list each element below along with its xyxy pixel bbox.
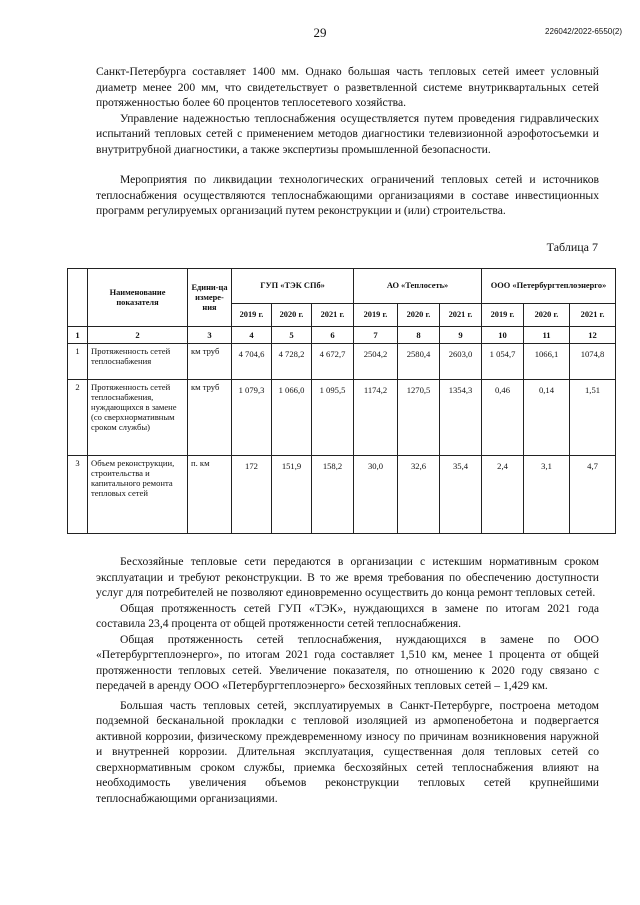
document-code: 226042/2022-6550(2): [545, 27, 622, 36]
value-cell: 1,51: [570, 380, 616, 456]
value-cell: 1066,1: [524, 344, 570, 380]
year-header: 2019 г.: [354, 304, 398, 327]
value-cell: 35,4: [440, 456, 482, 534]
header-org-tek: ГУП «ТЭК СПб»: [232, 269, 354, 304]
value-cell: 1074,8: [570, 344, 616, 380]
body-text: [96, 554, 599, 806]
value-cell: 1354,3: [440, 380, 482, 456]
column-number: 9: [440, 327, 482, 344]
value-cell: 2504,2: [354, 344, 398, 380]
paragraph: Общая протяженность сетей ГУП «ТЭК», нуждающихся в замене по итогам 2021 года составила 23,4 процента от общей протяженности сетей теплоснабжения.: [96, 601, 599, 630]
value-cell: 4 728,2: [272, 344, 312, 380]
column-number: 12: [570, 327, 616, 344]
value-cell: 1270,5: [398, 380, 440, 456]
row-number: 1: [68, 344, 88, 380]
paragraph: Бесхозяйные тепловые сети передаются в организации с истекшим нормативным сроком эксплуатации и требуют реконструкции. В то же время требования по обеспечению доступности услуг для потребителей не позволяют единовременно осуществить до конца ремонт тепловых сетей.: [96, 555, 599, 599]
paragraph: Общая протяженность сетей теплоснабжения, нуждающихся в замене по ООО «Петербургтеплоэнерго», по итогам 2021 года составляет 1,510 км, менее 1 процента от общей протяженности тепловых сетей. Увеличение показателя, по отношению к 2020 году связано с передачей в аренду ООО «Петербургтеплоэнерго» бесхозяйных тепловых сетей – 1,429 км.: [96, 632, 599, 692]
paragraph: Санкт-Петербурга составляет 1400 мм. Однако большая часть тепловых сетей имеет условный диаметр менее 200 мм, что свидетельствует о разветвленной системе внутриквартальных сетей протяженностью более 60 процентов теплосетевого хозяйства.: [96, 65, 599, 109]
row-name: Объем реконструкции, строительства и капитального ремонта тепловых сетей: [88, 456, 188, 534]
value-cell: 4,7: [570, 456, 616, 534]
column-number-row: [68, 327, 616, 344]
value-cell: 151,9: [272, 456, 312, 534]
header-unit: Едини-ца измере-ния: [188, 269, 232, 327]
header-org-teploset: АО «Теплосеть»: [354, 269, 482, 304]
year-header: 2020 г.: [272, 304, 312, 327]
value-cell: 1 095,5: [312, 380, 354, 456]
column-number: 1: [68, 327, 88, 344]
value-cell: 0,14: [524, 380, 570, 456]
year-header: 2021 г.: [312, 304, 354, 327]
value-cell: 32,6: [398, 456, 440, 534]
value-cell: 1 066,0: [272, 380, 312, 456]
value-cell: 2,4: [482, 456, 524, 534]
intro-text: [96, 64, 599, 219]
column-number: 11: [524, 327, 570, 344]
year-header: 2021 г.: [570, 304, 616, 327]
data-table: [67, 268, 616, 534]
value-cell: 2603,0: [440, 344, 482, 380]
row-name: Протяженность сетей теплоснабжения: [88, 344, 188, 380]
header-num-cell: [68, 269, 88, 327]
page-number: 29: [313, 25, 327, 40]
row-unit: п. км: [188, 456, 232, 534]
year-header: 2019 г.: [482, 304, 524, 327]
value-cell: 4 704,6: [232, 344, 272, 380]
paragraph: Большая часть тепловых сетей, эксплуатируемых в Санкт-Петербурге, построена методом подземной бесканальной прокладки с тепловой изоляцией из армопенобетона и подвергается активной коррозии, физическому преждевременному износу по причинам возникновения наружной и внутренней коррозии. Длительная эксплуатация, существенная доля тепловых сетей со сверхнормативным сроком службы, приемка бесхозяйных сетей теплоснабжения влияют на необходимость увеличения объемов реконструкции тепловых сетей крупнейшими теплоснабжающими организациями.: [96, 698, 599, 805]
table-header-row: [68, 269, 616, 304]
row-unit: км труб: [188, 380, 232, 456]
paragraph: Управление надежностью теплоснабжения осуществляется путем проведения гидравлических испытаний тепловых сетей с применением методов диагностики телевизионной аэрофотосъемки и внутритрубной диагностики, а также экспертизы промышленной безопасности.: [96, 111, 599, 156]
column-number: 7: [354, 327, 398, 344]
value-cell: 3,1: [524, 456, 570, 534]
column-number: 5: [272, 327, 312, 344]
year-header: 2020 г.: [398, 304, 440, 327]
value-cell: 1 054,7: [482, 344, 524, 380]
paragraph: Мероприятия по ликвидации технологических ограничений тепловых сетей и источников теплоснабжения осуществляются теплоснабжающими организациями в составе инвестиционных программ регулируемых организаций путем реконструкции и (или) строительства.: [96, 173, 599, 217]
column-number: 8: [398, 327, 440, 344]
header-name: Наименование показателя: [88, 269, 188, 327]
row-number: 3: [68, 456, 88, 534]
value-cell: 0,46: [482, 380, 524, 456]
table-row: [68, 380, 616, 456]
row-unit: км труб: [188, 344, 232, 380]
row-number: 2: [68, 380, 88, 456]
year-header: 2019 г.: [232, 304, 272, 327]
value-cell: 158,2: [312, 456, 354, 534]
value-cell: 30,0: [354, 456, 398, 534]
table-row: [68, 456, 616, 534]
value-cell: 4 672,7: [312, 344, 354, 380]
header-org-peterburgteploenergo: ООО «Петербургтеплоэнерго»: [482, 269, 616, 304]
table-title: Таблица 7: [546, 240, 598, 254]
column-number: 10: [482, 327, 524, 344]
value-cell: 1174,2: [354, 380, 398, 456]
table-row: [68, 344, 616, 380]
value-cell: 1 079,3: [232, 380, 272, 456]
value-cell: 172: [232, 456, 272, 534]
year-header: 2021 г.: [440, 304, 482, 327]
column-number: 6: [312, 327, 354, 344]
column-number: 3: [188, 327, 232, 344]
row-name: Протяженность сетей теплоснабжения, нуждающихся в замене (со сверхнормативным сроком службы): [88, 380, 188, 456]
year-header: 2020 г.: [524, 304, 570, 327]
column-number: 4: [232, 327, 272, 344]
value-cell: 2580,4: [398, 344, 440, 380]
column-number: 2: [88, 327, 188, 344]
